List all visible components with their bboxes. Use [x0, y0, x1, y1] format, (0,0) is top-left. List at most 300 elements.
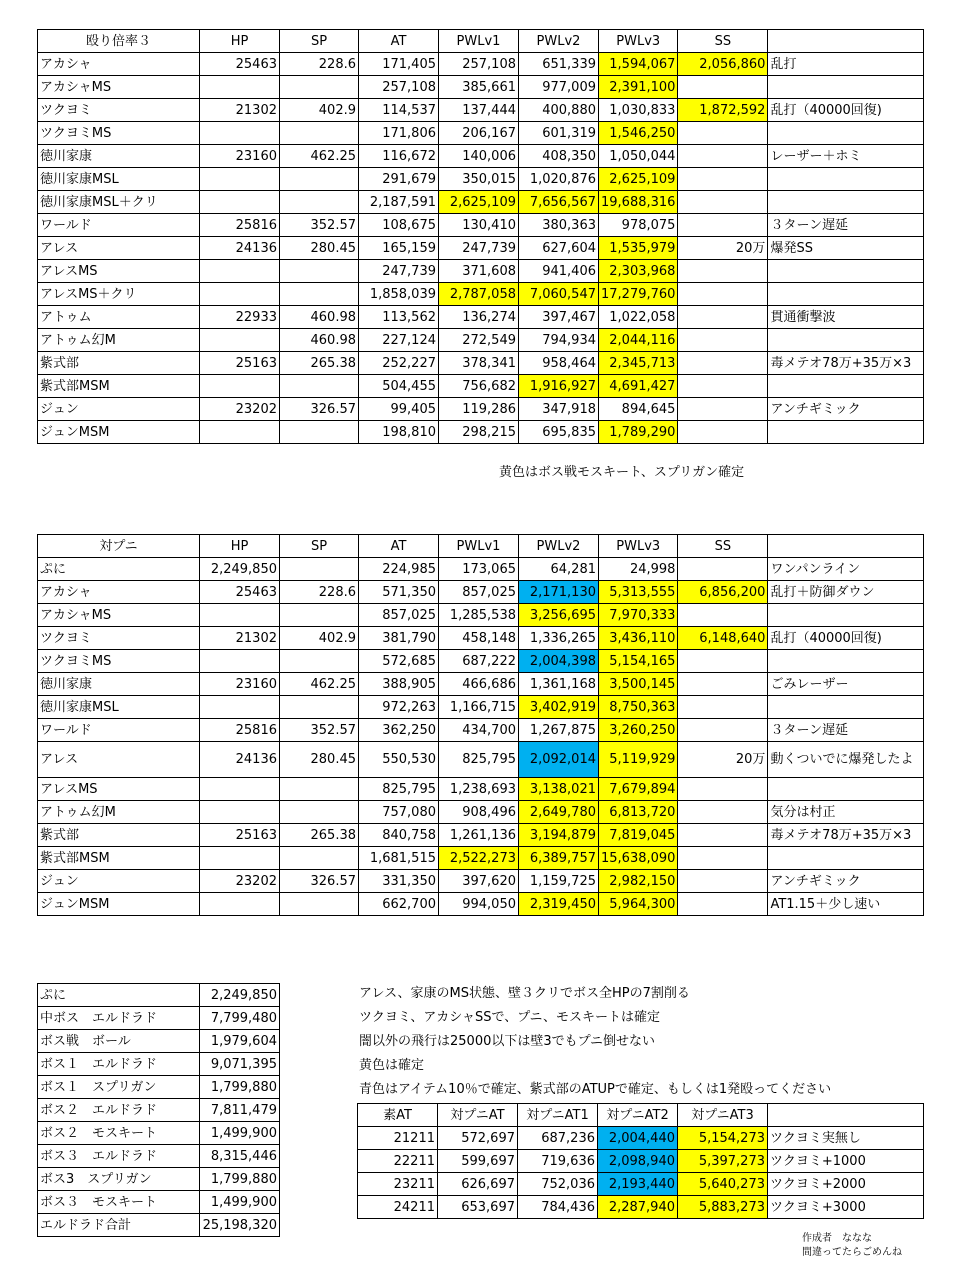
sp-cell: [280, 375, 359, 398]
p2-cell: 627,604: [519, 237, 599, 260]
credit-apology: 間違ってたらごめんね: [802, 1247, 902, 1258]
p2-cell: 2,649,780: [519, 801, 599, 824]
hp-cell: 24136: [200, 742, 280, 778]
hp-cell: [200, 283, 280, 306]
at-cell: 252,227: [359, 352, 439, 375]
name-cell: 紫式部: [38, 824, 200, 847]
name-cell: 徳川家康MSL: [38, 696, 200, 719]
enemy-hp-cell: 1,799,880: [200, 1076, 280, 1099]
sp-cell: 228.6: [280, 53, 359, 76]
enemy-hp-cell: 7,799,480: [200, 1007, 280, 1030]
table-row: [38, 214, 924, 237]
name-cell: ぷに: [38, 558, 200, 581]
header-cell: PWLv3: [599, 30, 678, 53]
ss-cell: [678, 306, 768, 329]
hp-cell: 25163: [200, 824, 280, 847]
table-row: [38, 375, 924, 398]
enemy-hp-cell: 9,071,395: [200, 1053, 280, 1076]
p1-cell: 756,682: [439, 375, 519, 398]
p3-cell: 3,260,250: [599, 719, 678, 742]
p1-cell: 994,050: [439, 893, 519, 916]
table-row: [38, 1122, 280, 1145]
puni-at-cell: 572,697: [438, 1127, 518, 1150]
base-at-cell: 24211: [358, 1196, 438, 1219]
base-at-cell: 22211: [358, 1150, 438, 1173]
at-cell: 291,679: [359, 168, 439, 191]
header-cell: PWLv2: [519, 30, 599, 53]
name-cell: アカシャMS: [38, 604, 200, 627]
note-cell: AT1.15＋少し速い: [768, 893, 924, 916]
enemy-hp-cell: 2,249,850: [200, 984, 280, 1007]
table-row: [38, 558, 924, 581]
note-cell: ツクヨミ+1000: [768, 1150, 924, 1173]
at-cell: 825,795: [359, 778, 439, 801]
note-cell: [768, 778, 924, 801]
base-at-cell: 23211: [358, 1173, 438, 1196]
ss-cell: [678, 673, 768, 696]
p1-cell: 1,238,693: [439, 778, 519, 801]
header-cell: 素AT: [358, 1104, 438, 1127]
p3-cell: 5,154,165: [599, 650, 678, 673]
sp-cell: 280.45: [280, 742, 359, 778]
enemy-name-cell: ぷに: [38, 984, 200, 1007]
ss-cell: [678, 122, 768, 145]
name-cell: 紫式部MSM: [38, 847, 200, 870]
hp-cell: [200, 191, 280, 214]
puni-at3-cell: 5,640,273: [678, 1173, 768, 1196]
p1-cell: 136,274: [439, 306, 519, 329]
table-row: [38, 650, 924, 673]
p2-cell: 3,256,695: [519, 604, 599, 627]
name-cell: アレスMS: [38, 778, 200, 801]
table-row: [38, 893, 924, 916]
table-row: [38, 329, 924, 352]
puni-at2-cell: 2,193,440: [598, 1173, 678, 1196]
at-cell: 972,263: [359, 696, 439, 719]
sp-cell: 265.38: [280, 824, 359, 847]
p3-cell: 2,391,100: [599, 76, 678, 99]
hp-cell: 22933: [200, 306, 280, 329]
puni-at-cell: 626,697: [438, 1173, 518, 1196]
enemy-hp-cell: 8,315,446: [200, 1145, 280, 1168]
p2-cell: 1,916,927: [519, 375, 599, 398]
table-row: [38, 122, 924, 145]
header-cell: [768, 1104, 924, 1127]
p1-cell: 385,661: [439, 76, 519, 99]
table-row: [38, 421, 924, 444]
name-cell: ツクヨミMS: [38, 122, 200, 145]
table-row: [38, 1214, 280, 1237]
puni-at2-cell: 2,098,940: [598, 1150, 678, 1173]
name-cell: アレスMS＋クリ: [38, 283, 200, 306]
header-cell: PWLv2: [519, 535, 599, 558]
p3-cell: 2,625,109: [599, 168, 678, 191]
at-cell: 171,405: [359, 53, 439, 76]
enemy-name-cell: ボス１ スプリガン: [38, 1076, 200, 1099]
p3-cell: 6,813,720: [599, 801, 678, 824]
p3-cell: 1,030,833: [599, 99, 678, 122]
p3-cell: 2,303,968: [599, 260, 678, 283]
enemy-name-cell: ボス３ エルドラド: [38, 1145, 200, 1168]
p3-cell: 5,119,929: [599, 742, 678, 778]
at-cell: 571,350: [359, 581, 439, 604]
ss-cell: [678, 283, 768, 306]
note-cell: 乱打（40000回復): [768, 627, 924, 650]
at-cell: 757,080: [359, 801, 439, 824]
hp-cell: 24136: [200, 237, 280, 260]
table-row: [38, 673, 924, 696]
ss-cell: 1,872,592: [678, 99, 768, 122]
hp-cell: 25816: [200, 719, 280, 742]
p2-cell: 3,402,919: [519, 696, 599, 719]
enemy-hp-cell: 1,499,900: [200, 1122, 280, 1145]
note-cell: アンチギミック: [768, 870, 924, 893]
p2-cell: 1,336,265: [519, 627, 599, 650]
enemy-name-cell: ボス戦 ボール: [38, 1030, 200, 1053]
note-cell: 爆発SS: [768, 237, 924, 260]
p1-cell: 247,739: [439, 237, 519, 260]
note-cell: ツクヨミ実無し: [768, 1127, 924, 1150]
sp-cell: [280, 76, 359, 99]
name-cell: 紫式部: [38, 352, 200, 375]
table-row: [38, 1099, 280, 1122]
table-row: [38, 696, 924, 719]
at-cell: 171,806: [359, 122, 439, 145]
hp-cell: 23202: [200, 398, 280, 421]
enemy-name-cell: 中ボス エルドラド: [38, 1007, 200, 1030]
p1-cell: 257,108: [439, 53, 519, 76]
p2-cell: 6,389,757: [519, 847, 599, 870]
name-cell: 紫式部MSM: [38, 375, 200, 398]
p3-cell: 894,645: [599, 398, 678, 421]
note-cell: レーザー＋ホミ: [768, 145, 924, 168]
sp-cell: [280, 893, 359, 916]
sp-cell: 280.45: [280, 237, 359, 260]
sp-cell: [280, 283, 359, 306]
at-cell: 99,405: [359, 398, 439, 421]
ss-cell: [678, 893, 768, 916]
table-row: [38, 870, 924, 893]
header-cell: AT: [359, 30, 439, 53]
ss-cell: 2,056,860: [678, 53, 768, 76]
p3-cell: 3,436,110: [599, 627, 678, 650]
p2-cell: 794,934: [519, 329, 599, 352]
table-row: [38, 145, 924, 168]
hp-cell: [200, 421, 280, 444]
sp-cell: 462.25: [280, 145, 359, 168]
p2-cell: 2,319,450: [519, 893, 599, 916]
p2-cell: 347,918: [519, 398, 599, 421]
sp-cell: 326.57: [280, 398, 359, 421]
p1-cell: 687,222: [439, 650, 519, 673]
p2-cell: 958,464: [519, 352, 599, 375]
header-cell: PWLv1: [439, 535, 519, 558]
p3-cell: 24,998: [599, 558, 678, 581]
sp-cell: [280, 778, 359, 801]
p1-cell: 140,006: [439, 145, 519, 168]
p1-cell: 397,620: [439, 870, 519, 893]
note-cell: [768, 650, 924, 673]
enemy-name-cell: ボス１ エルドラド: [38, 1053, 200, 1076]
enemy-hp-table: [37, 983, 280, 1237]
table1-footnote: 黄色はボス戦モスキート、スプリガン確定: [499, 465, 745, 480]
p3-cell: 1,050,044: [599, 145, 678, 168]
puni-at1-cell: 784,436: [518, 1196, 598, 1219]
p2-cell: 695,835: [519, 421, 599, 444]
note-line-4: 黄色は確定: [359, 1058, 425, 1073]
enemy-name-cell: ボス２ モスキート: [38, 1122, 200, 1145]
name-cell: 徳川家康: [38, 145, 200, 168]
puni-at-cell: 653,697: [438, 1196, 518, 1219]
table-row: [38, 191, 924, 214]
header-cell: 対プニAT: [438, 1104, 518, 1127]
enemy-name-cell: エルドラド合計: [38, 1214, 200, 1237]
ss-cell: [678, 352, 768, 375]
note-line-2: ツクヨミ、アカシャSSで、プニ、モスキートは確定: [359, 1010, 660, 1025]
hp-cell: [200, 801, 280, 824]
name-cell: ジュン: [38, 398, 200, 421]
hp-cell: 21302: [200, 99, 280, 122]
hp-cell: 23160: [200, 673, 280, 696]
p2-cell: 408,350: [519, 145, 599, 168]
table-row: [38, 398, 924, 421]
table-row: [38, 627, 924, 650]
hp-cell: 25463: [200, 581, 280, 604]
ss-cell: [678, 870, 768, 893]
table-row: [38, 1030, 280, 1053]
sp-cell: [280, 168, 359, 191]
p2-cell: 1,020,876: [519, 168, 599, 191]
header-cell: SP: [280, 30, 359, 53]
hp-cell: [200, 847, 280, 870]
p3-cell: 2,044,116: [599, 329, 678, 352]
header-cell: HP: [200, 535, 280, 558]
at-cell: 857,025: [359, 604, 439, 627]
name-cell: アレス: [38, 742, 200, 778]
at-cell: 227,124: [359, 329, 439, 352]
enemy-name-cell: ボス３ モスキート: [38, 1191, 200, 1214]
ss-cell: [678, 145, 768, 168]
header-cell: AT: [359, 535, 439, 558]
base-at-cell: 21211: [358, 1127, 438, 1150]
p1-cell: 908,496: [439, 801, 519, 824]
table-row: [38, 801, 924, 824]
p2-cell: 1,159,725: [519, 870, 599, 893]
sp-cell: 460.98: [280, 306, 359, 329]
note-line-5: 青色はアイテム10％で確定、紫式部のATUPで確定、もしくは1発殴ってください: [359, 1082, 832, 1097]
sp-cell: [280, 696, 359, 719]
note-cell: ツクヨミ+3000: [768, 1196, 924, 1219]
at-cell: 224,985: [359, 558, 439, 581]
at-cell: 116,672: [359, 145, 439, 168]
damage-table-puni: [37, 534, 924, 916]
sp-cell: [280, 191, 359, 214]
p3-cell: 7,970,333: [599, 604, 678, 627]
p3-cell: 1,594,067: [599, 53, 678, 76]
p2-cell: 7,060,547: [519, 283, 599, 306]
header-cell: [768, 535, 924, 558]
note-cell: アンチギミック: [768, 398, 924, 421]
p3-cell: 19,688,316: [599, 191, 678, 214]
at-cell: 114,537: [359, 99, 439, 122]
sp-cell: 228.6: [280, 581, 359, 604]
note-cell: 動くついでに爆発したよ: [768, 742, 924, 778]
table-row: [38, 352, 924, 375]
table-row: [38, 1053, 280, 1076]
note-cell: [768, 168, 924, 191]
name-cell: ツクヨミMS: [38, 650, 200, 673]
sp-cell: 352.57: [280, 214, 359, 237]
hp-cell: 23202: [200, 870, 280, 893]
p2-cell: 7,656,567: [519, 191, 599, 214]
name-cell: アレスMS: [38, 260, 200, 283]
sp-cell: 265.38: [280, 352, 359, 375]
name-cell: アレス: [38, 237, 200, 260]
sp-cell: 402.9: [280, 627, 359, 650]
p1-cell: 2,522,273: [439, 847, 519, 870]
ss-cell: [678, 191, 768, 214]
table-row: [38, 581, 924, 604]
header-cell: [768, 30, 924, 53]
header-cell: SS: [678, 535, 768, 558]
table-row: [358, 1127, 924, 1150]
at-cell: 165,159: [359, 237, 439, 260]
p1-cell: 434,700: [439, 719, 519, 742]
sp-cell: 460.98: [280, 329, 359, 352]
hp-cell: 23160: [200, 145, 280, 168]
name-cell: ワールド: [38, 719, 200, 742]
p1-cell: 350,015: [439, 168, 519, 191]
header-cell: 対プニAT3: [678, 1104, 768, 1127]
sp-cell: [280, 558, 359, 581]
p1-cell: 371,608: [439, 260, 519, 283]
table-row: [358, 1196, 924, 1219]
sp-cell: 352.57: [280, 719, 359, 742]
name-cell: ツクヨミ: [38, 627, 200, 650]
at-cell: 257,108: [359, 76, 439, 99]
header-cell: 殴り倍率３: [38, 30, 200, 53]
puni-at2-cell: 2,287,940: [598, 1196, 678, 1219]
at-cell: 331,350: [359, 870, 439, 893]
p3-cell: 3,500,145: [599, 673, 678, 696]
p2-cell: 397,467: [519, 306, 599, 329]
note-cell: [768, 191, 924, 214]
header-cell: HP: [200, 30, 280, 53]
enemy-name-cell: ボス２ エルドラド: [38, 1099, 200, 1122]
puni-at2-cell: 2,004,440: [598, 1127, 678, 1150]
note-cell: [768, 421, 924, 444]
enemy-hp-cell: 7,811,479: [200, 1099, 280, 1122]
note-cell: [768, 329, 924, 352]
enemy-name-cell: ボス3 スプリガン: [38, 1168, 200, 1191]
sp-cell: [280, 847, 359, 870]
hp-cell: [200, 260, 280, 283]
table-row: [38, 283, 924, 306]
header-cell: PWLv1: [439, 30, 519, 53]
table-row: [38, 824, 924, 847]
p3-cell: 2,345,713: [599, 352, 678, 375]
note-line-3: 闇以外の飛行は25000以下は壁3でもプニ倒せない: [359, 1034, 655, 1049]
name-cell: 徳川家康MSL＋クリ: [38, 191, 200, 214]
ss-cell: [678, 375, 768, 398]
hp-cell: [200, 778, 280, 801]
p1-cell: 1,261,136: [439, 824, 519, 847]
at-cell: 1,681,515: [359, 847, 439, 870]
table-row: [38, 1191, 280, 1214]
table-row: [358, 1150, 924, 1173]
p2-cell: 651,339: [519, 53, 599, 76]
p3-cell: 5,964,300: [599, 893, 678, 916]
header-row: [38, 535, 924, 558]
name-cell: ワールド: [38, 214, 200, 237]
sp-cell: 326.57: [280, 870, 359, 893]
ss-cell: [678, 558, 768, 581]
p2-cell: 1,361,168: [519, 673, 599, 696]
header-cell: 対プニ: [38, 535, 200, 558]
enemy-hp-cell: 1,979,604: [200, 1030, 280, 1053]
p1-cell: 119,286: [439, 398, 519, 421]
p3-cell: 978,075: [599, 214, 678, 237]
hp-cell: [200, 76, 280, 99]
hp-cell: 25463: [200, 53, 280, 76]
header-cell: SP: [280, 535, 359, 558]
sp-cell: [280, 604, 359, 627]
note-cell: [768, 604, 924, 627]
p1-cell: 466,686: [439, 673, 519, 696]
p3-cell: 1,546,250: [599, 122, 678, 145]
name-cell: アトゥム: [38, 306, 200, 329]
table-row: [38, 237, 924, 260]
table-row: [38, 1168, 280, 1191]
header-cell: SS: [678, 30, 768, 53]
note-cell: 乱打（40000回復): [768, 99, 924, 122]
ss-cell: [678, 214, 768, 237]
at-cell: 108,675: [359, 214, 439, 237]
at-cell: 247,739: [359, 260, 439, 283]
at-cell: 662,700: [359, 893, 439, 916]
note-cell: 貫通衝撃波: [768, 306, 924, 329]
note-line-1: アレス、家康のMS状態、壁３クリでボス全HPの7割削る: [359, 986, 690, 1001]
p2-cell: 400,880: [519, 99, 599, 122]
sp-cell: [280, 421, 359, 444]
p2-cell: 380,363: [519, 214, 599, 237]
name-cell: ツクヨミ: [38, 99, 200, 122]
name-cell: アカシャMS: [38, 76, 200, 99]
ss-cell: [678, 778, 768, 801]
at-cell: 381,790: [359, 627, 439, 650]
p1-cell: 298,215: [439, 421, 519, 444]
note-cell: ３ターン遅延: [768, 719, 924, 742]
p3-cell: 1,022,058: [599, 306, 678, 329]
hp-cell: [200, 696, 280, 719]
table-row: [38, 742, 924, 778]
p1-cell: 137,444: [439, 99, 519, 122]
ss-cell: [678, 398, 768, 421]
credit-author: 作成者 ななな: [802, 1233, 872, 1244]
at-cell: 362,250: [359, 719, 439, 742]
hp-cell: [200, 604, 280, 627]
note-cell: [768, 283, 924, 306]
sp-cell: [280, 260, 359, 283]
p1-cell: 173,065: [439, 558, 519, 581]
note-cell: 乱打: [768, 53, 924, 76]
hp-cell: 25163: [200, 352, 280, 375]
note-cell: [768, 847, 924, 870]
p2-cell: 2,092,014: [519, 742, 599, 778]
puni-at1-cell: 719,636: [518, 1150, 598, 1173]
name-cell: ジュンMSM: [38, 893, 200, 916]
note-cell: 毒メテオ78万+35万×3: [768, 824, 924, 847]
